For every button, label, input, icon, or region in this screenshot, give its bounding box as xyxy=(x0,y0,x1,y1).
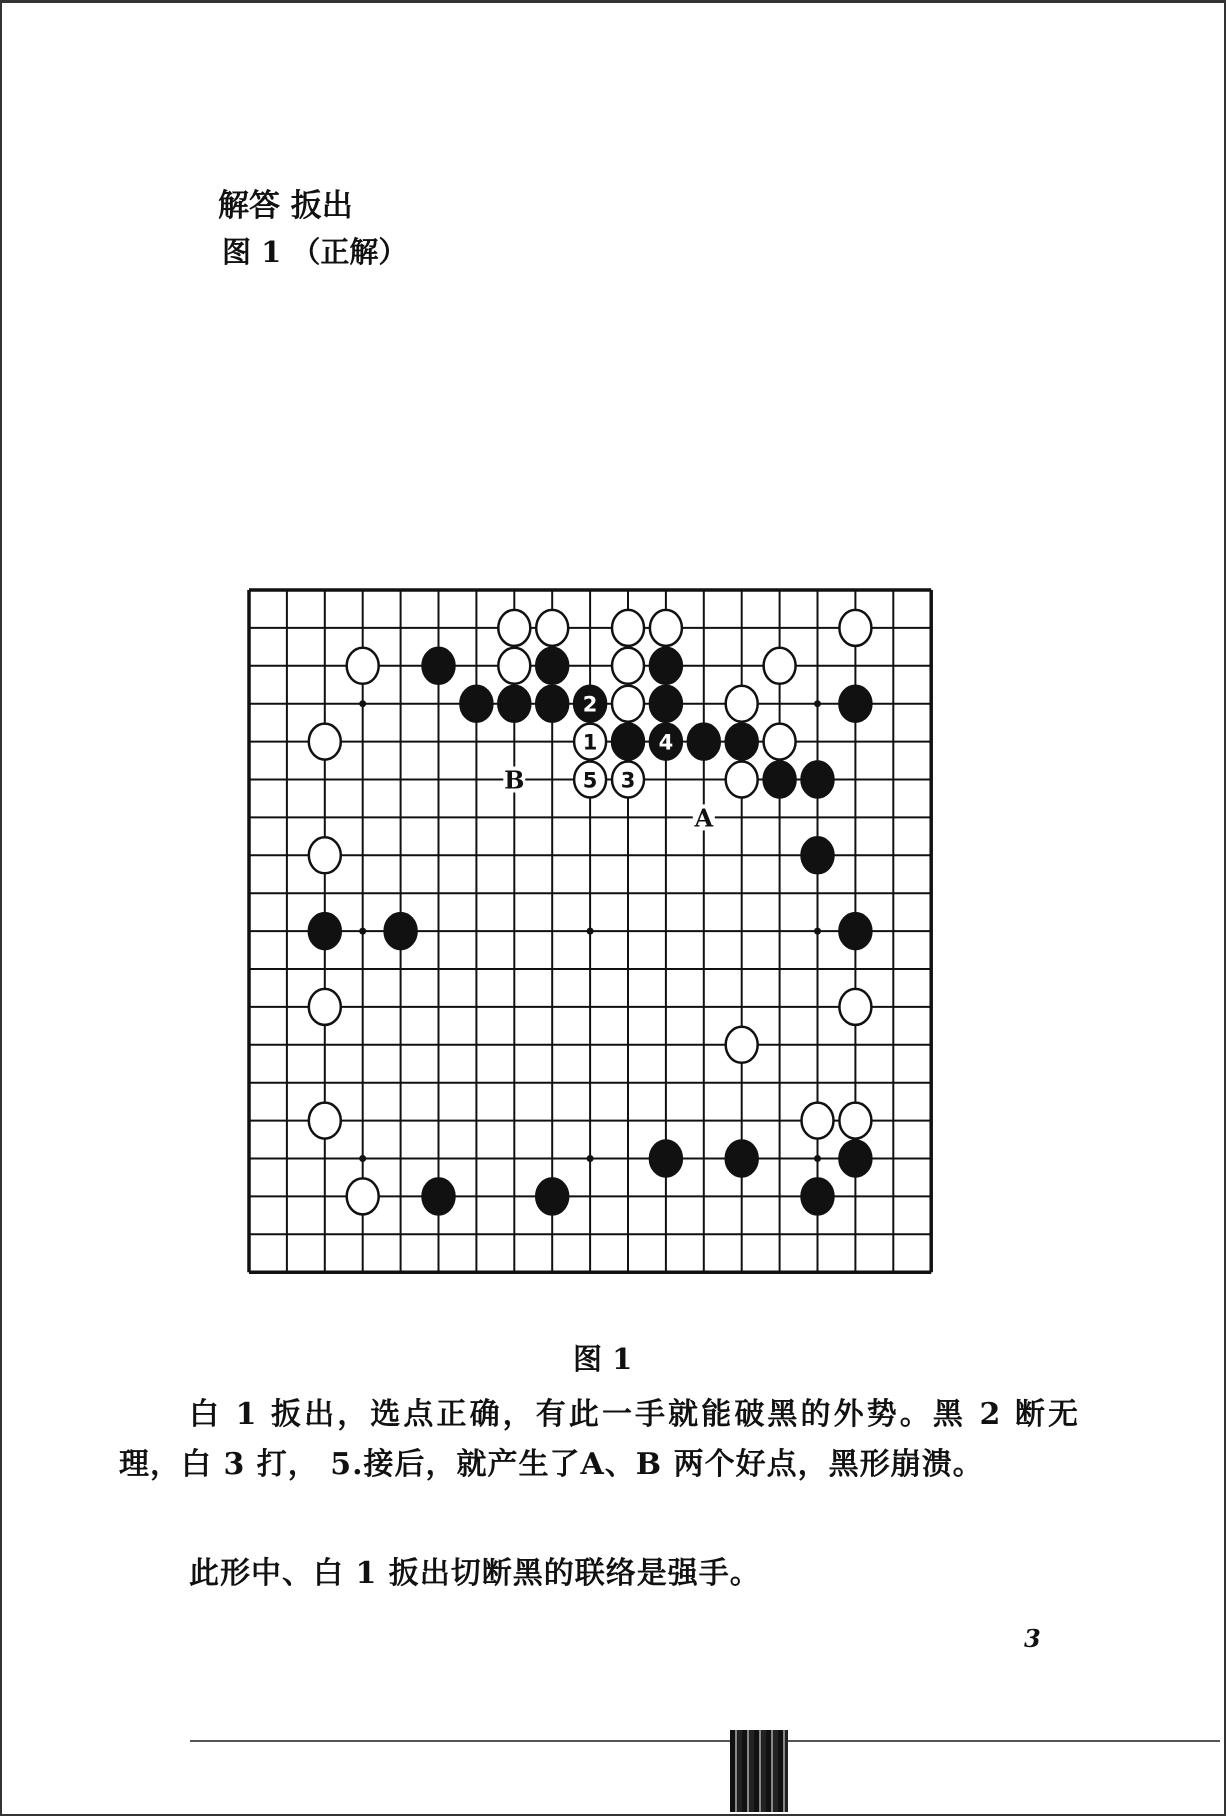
black-stone xyxy=(839,913,871,949)
page-number: 3 xyxy=(1024,1624,1041,1653)
black-stone xyxy=(726,724,758,760)
go-board-diagram xyxy=(240,581,940,1281)
white-stone xyxy=(764,724,796,760)
black-stone xyxy=(764,762,796,798)
figure-caption: 图 1 xyxy=(573,1342,633,1376)
white-stone xyxy=(498,648,530,684)
black-stone xyxy=(536,1178,568,1214)
white-stone xyxy=(726,762,758,798)
black-stone xyxy=(650,648,682,684)
section-title: 解答 扳出 xyxy=(218,188,353,224)
white-stone xyxy=(726,1027,758,1063)
white-stone xyxy=(309,837,341,873)
explanation-paragraph: 白 1 扳出，选点正确，有此一手就能破黑的外势。黑 2 断无理，白 3 打， 5.接后，就产生了A、B 两个好点，黑形崩溃。 xyxy=(119,1397,1079,1482)
white-stone xyxy=(839,610,871,646)
black-stone xyxy=(839,1141,871,1177)
white-stone xyxy=(802,1103,834,1139)
star-point xyxy=(814,700,821,707)
white-stone xyxy=(839,989,871,1025)
black-stone xyxy=(802,837,834,873)
move-number: 4 xyxy=(658,730,674,755)
star-point xyxy=(587,928,594,935)
black-stone xyxy=(536,648,568,684)
star-point xyxy=(359,1155,366,1162)
white-stone xyxy=(839,1103,871,1139)
scan-edge-line xyxy=(190,1740,1220,1742)
black-stone xyxy=(423,1178,455,1214)
white-stone xyxy=(347,648,379,684)
figure-subtitle: 图 1 （正解） xyxy=(222,235,408,269)
black-stone xyxy=(802,762,834,798)
white-stone xyxy=(612,610,644,646)
star-point xyxy=(587,1155,594,1162)
black-stone xyxy=(536,686,568,722)
white-stone xyxy=(309,1103,341,1139)
black-stone xyxy=(802,1178,834,1214)
black-stone xyxy=(498,686,530,722)
white-stone xyxy=(612,648,644,684)
white-stone xyxy=(309,989,341,1025)
star-point xyxy=(814,1155,821,1162)
white-stone xyxy=(536,610,568,646)
white-stone xyxy=(650,610,682,646)
black-stone xyxy=(385,913,417,949)
point-marker-label: B xyxy=(504,765,525,795)
black-stone xyxy=(688,724,720,760)
conclusion-paragraph: 此形中、白 1 扳出切断黑的联络是强手。 xyxy=(189,1556,761,1591)
white-stone xyxy=(498,610,530,646)
white-stone xyxy=(309,724,341,760)
star-point xyxy=(359,928,366,935)
move-number: 1 xyxy=(582,730,598,755)
black-stone xyxy=(839,686,871,722)
move-number: 5 xyxy=(582,768,598,793)
white-stone xyxy=(764,648,796,684)
black-stone xyxy=(650,1141,682,1177)
black-stone xyxy=(309,913,341,949)
point-marker-label: A xyxy=(694,803,714,833)
star-point xyxy=(359,700,366,707)
white-stone xyxy=(347,1178,379,1214)
white-stone xyxy=(612,686,644,722)
move-number: 2 xyxy=(582,692,598,717)
black-stone xyxy=(612,724,644,760)
scan-artifact xyxy=(730,1730,788,1812)
black-stone xyxy=(650,686,682,722)
black-stone xyxy=(460,686,492,722)
star-point xyxy=(814,928,821,935)
white-stone xyxy=(726,686,758,722)
move-number: 3 xyxy=(620,768,636,793)
black-stone xyxy=(423,648,455,684)
black-stone xyxy=(726,1141,758,1177)
